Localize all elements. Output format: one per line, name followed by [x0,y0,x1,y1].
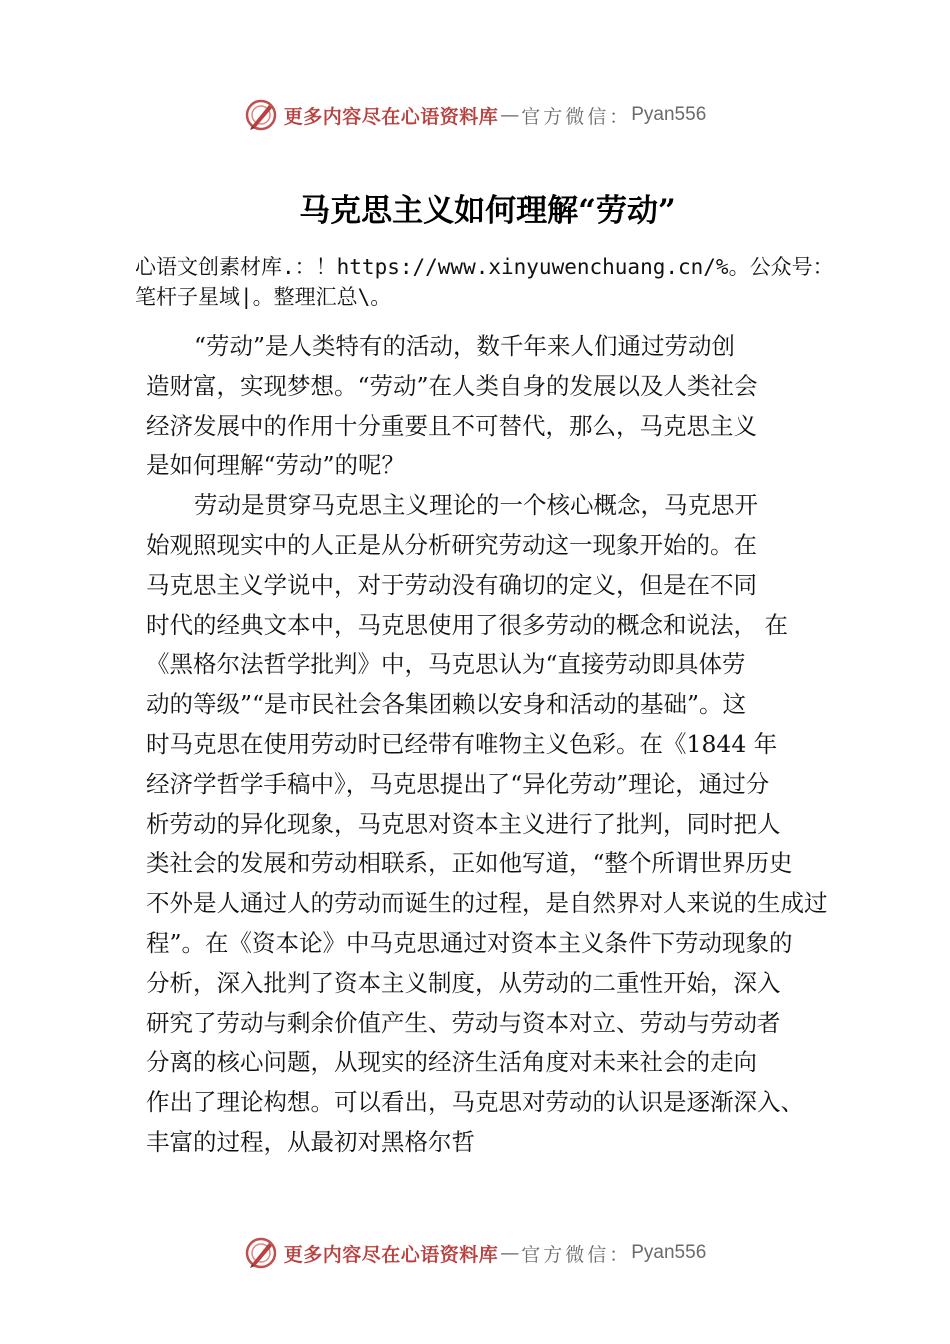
banner-site-text: 更多内容尽在心语资料库 [283,105,499,128]
source-line: 心语文创素材库.：！https://www.xinyuwenchuang.cn/%。公众号：笔杆子星域|。整理汇总\。 [135,255,834,309]
body-line: 分离的核心问题，从现实的经济生活角度对未来社会的走向 [146,1048,757,1077]
document-title: 马克思主义如何理解“劳动” [299,193,676,229]
body-line: 是如何理解“劳动”的呢？ [146,451,406,480]
pen-logo-icon [244,1236,278,1270]
banner-dash: — [500,1242,520,1264]
banner-dash: — [500,104,520,126]
body-line: 作出了理论构想。可以看出，马克思对劳动的认识是逐渐深入、 [146,1088,804,1117]
body-line: 经济学哲学手稿中》，马克思提出了“异化劳动”理论，通过分 [146,769,770,798]
banner-wechat-id: Pyan556 [631,104,707,125]
body-line: 时马克思在使用劳动时已经带有唯物主义色彩。在《1844 年 [146,729,778,758]
footer-banner [0,1233,950,1273]
body-line: 程”。在《资本论》中马克思通过对资本主义条件下劳动现象的 [146,928,793,957]
pen-logo-icon [244,98,278,132]
body-line: 分析，深入批判了资本主义制度，从劳动的二重性开始，深入 [146,968,781,997]
body-line: 经济发展中的作用十分重要且不可替代，那么，马克思主义 [146,411,757,440]
header-banner [0,95,950,135]
body-line: 马克思主义学说中，对于劳动没有确切的定义，但是在不同 [146,570,757,599]
body-line: 时代的经典文本中，马克思使用了很多劳动的概念和说法， 在 [146,610,788,639]
document-body [146,327,836,1163]
body-line: 丰富的过程，从最初对黑格尔哲 [146,1127,475,1156]
body-line: 研究了劳动与剩余价值产生、劳动与资本对立、劳动与劳动者 [146,1008,781,1037]
body-line: 《黑格尔法哲学批判》中，马克思认为“直接劳动即具体劳 [146,650,746,679]
body-line: 不外是人通过人的劳动而诞生的过程，是自然界对人来说的生成过 [146,889,828,918]
banner-wechat-label: 官方微信： [521,1243,632,1266]
banner-wechat-id: Pyan556 [631,1242,707,1263]
body-line: “劳动”是人类特有的活动，数千年来人们通过劳动创 [194,332,736,360]
body-line: 类社会的发展和劳动相联系，正如他写道，“整个所谓世界历史 [146,849,793,878]
body-line: 造财富，实现梦想。“劳动”在人类自身的发展以及人类社会 [146,371,758,400]
body-line: 劳动是贯穿马克思主义理论的一个核心概念，马克思开 [194,491,758,520]
body-line: 析劳动的异化现象，马克思对资本主义进行了批判，同时把人 [146,809,781,838]
body-line: 始观照现实中的人正是从分析研究劳动这一现象开始的。在 [146,530,757,559]
banner-wechat-label: 官方微信： [521,105,632,128]
body-line: 动的等级”“是市民社会各集团赖以安身和活动的基础”。这 [146,690,747,719]
banner-site-text: 更多内容尽在心语资料库 [283,1243,499,1266]
